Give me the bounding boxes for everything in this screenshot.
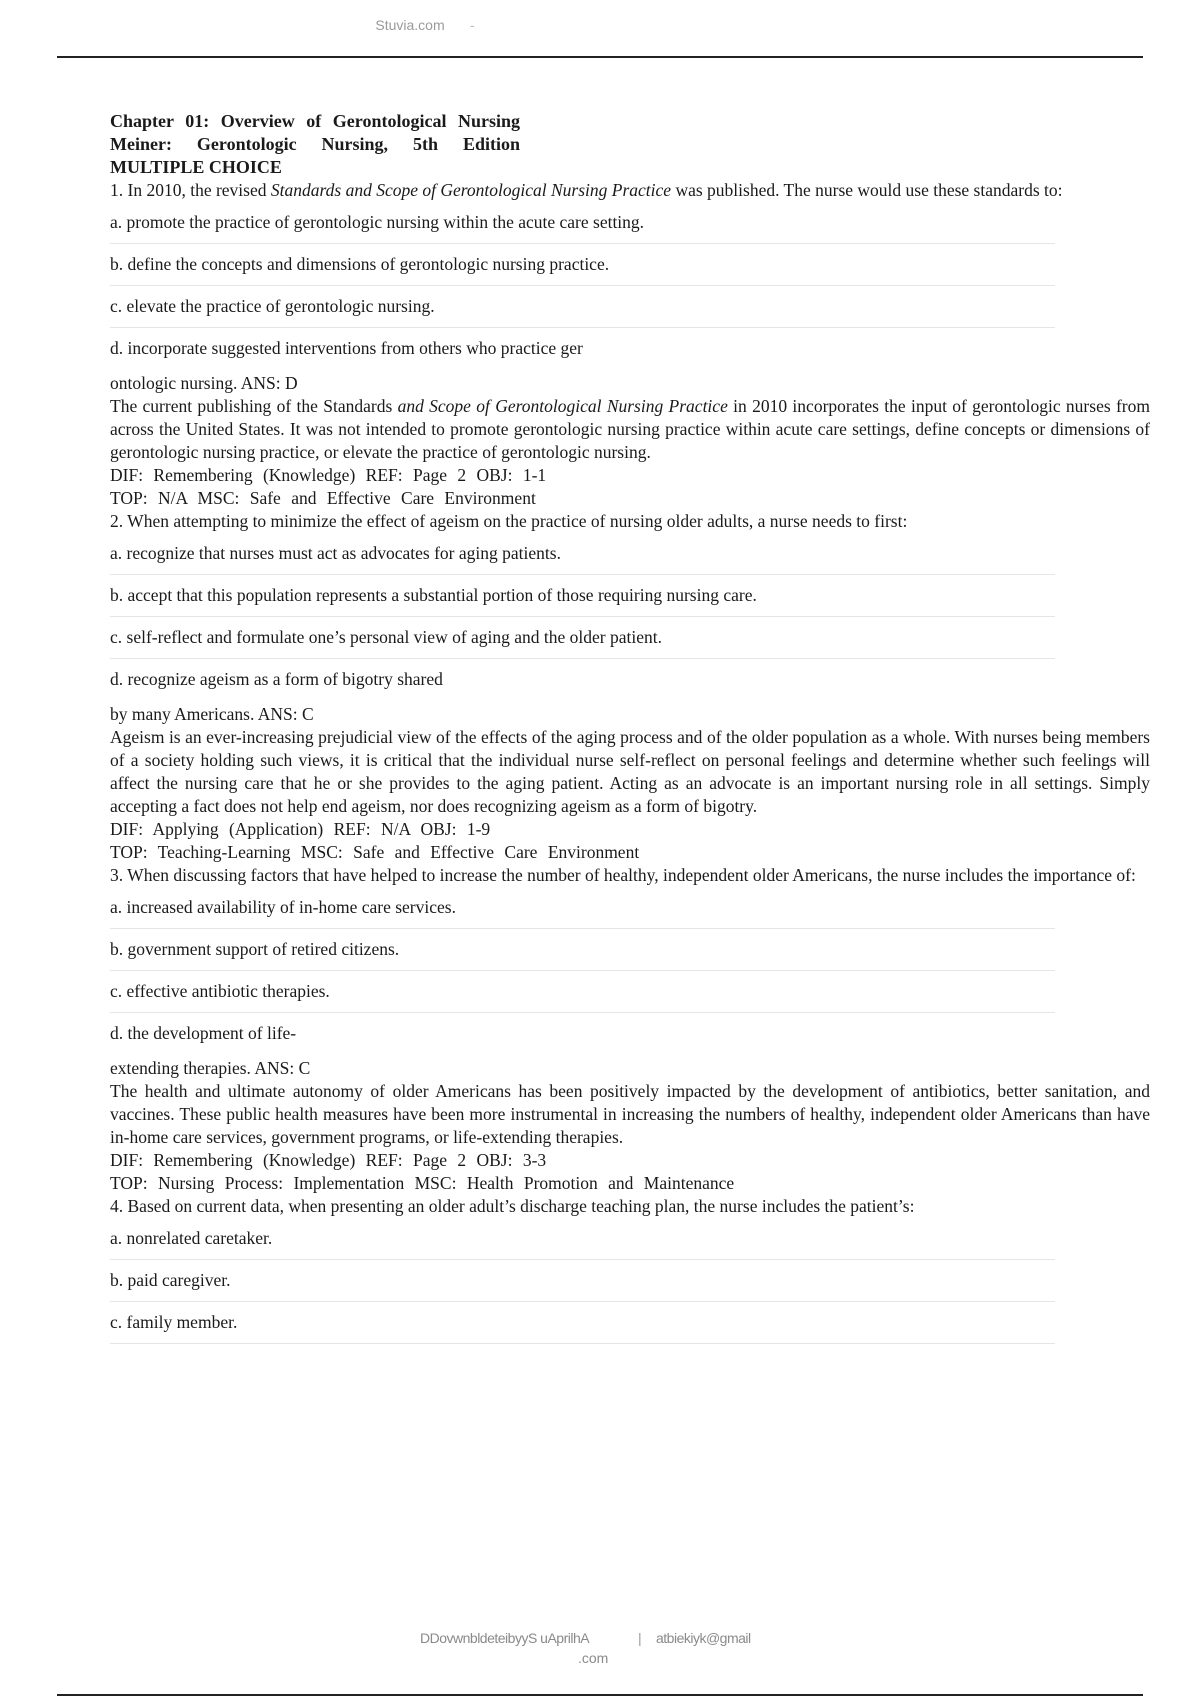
question-2-option-d: d. recognize ageism as a form of bigotry shared	[110, 669, 443, 689]
question-2-option-a: a. recognize that nurses must act as advocates for aging patients.	[110, 533, 1055, 575]
question-1-answer: ontologic nursing. ANS: D	[110, 373, 298, 393]
question-1-option-b: b. define the concepts and dimensions of gerontologic nursing practice.	[110, 244, 1055, 286]
question-1-rationale	[110, 395, 1150, 464]
question-1-stem-italic: Standards and Scope of Gerontological Nursing Practice	[270, 180, 672, 200]
footer-email: atbiekiyk@gmail	[656, 1630, 751, 1646]
question-4-stem: 4. Based on current data, when presenting an older adult’s discharge teaching plan, the nurse includes the patient’s:	[110, 1196, 915, 1216]
question-1-stem	[110, 179, 1150, 202]
question-2-meta-top: TOP: Teaching-Learning MSC: Safe and Effective Care Environment	[110, 842, 640, 862]
question-3-meta-dif: DIF: Remembering (Knowledge) REF: Page 2 OBJ: 3-3	[110, 1150, 547, 1170]
question-1-stem-a: 1. In 2010, the revised	[110, 180, 271, 200]
question-1-meta-top: TOP: N/A MSC: Safe and Effective Care Environment	[110, 488, 536, 508]
question-1-rationale-b: in 2010 incorporates the input of gerontologic nurses from across the United States. It was not intended to promote gerontologic nursing practice within acute care settings, define concepts or dimensions of gerontologic nursing practice, or elevate the practice of gerontologic nursing.	[110, 396, 1150, 462]
question-1-rationale-a: The current publishing of the Standards	[110, 396, 398, 416]
question-2-option-b: b. accept that this population represents a substantial portion of those requiring nursing care.	[110, 575, 1055, 617]
question-1-option-a: a. promote the practice of gerontologic nursing within the acute care setting.	[110, 202, 1055, 244]
question-2-rationale: Ageism is an ever-increasing prejudicial view of the effects of the aging process and of the older population as a whole. With nurses being members of a society holding such views, it is critical that the individual nurse self-reflect on personal feelings and determine whether such feelings will affect the nursing care that he or she provides to the aging patient. Acting as an advocate is an important nursing role in all settings. Simply accepting a fact does not help end ageism, nor does recognizing ageism as a form of bigotry.	[110, 727, 1150, 816]
question-3-option-b: b. government support of retired citizens.	[110, 929, 1055, 971]
question-4-option-a: a. nonrelated caretaker.	[110, 1218, 1055, 1260]
question-3-option-d: d. the development of life-	[110, 1023, 297, 1043]
question-3-answer: extending therapies. ANS: C	[110, 1058, 311, 1078]
footer-download-credit: DDovwnbldeteibyyS uAprilhA	[420, 1630, 590, 1646]
header-site-name: Stuvia.com	[375, 17, 445, 33]
chapter-title: Chapter 01: Overview of Gerontological Nursing Meiner: Gerontologic Nursing, 5th Edition MULTIPLE CHOICE	[110, 111, 520, 177]
footer-rule	[57, 1694, 1143, 1696]
question-3-rationale: The health and ultimate autonomy of older Americans has been positively impacted by the development of antibiotics, better sanitation, and vaccines. These public health measures have been more instrumental in increasing the numbers of healthy, independent older Americans than have in-home care services, government programs, or life-extending therapies.	[110, 1081, 1150, 1147]
question-1-stem-b: was published. The nurse would use these standards to:	[671, 180, 1063, 200]
question-2-stem: 2. When attempting to minimize the effect of ageism on the practice of nursing older adults, a nurse needs to first:	[110, 511, 908, 531]
question-3-option-c: c. effective antibiotic therapies.	[110, 971, 1055, 1013]
document-body	[110, 110, 1150, 1344]
question-1-rationale-italic: and Scope of Gerontological Nursing Practice	[397, 396, 728, 416]
question-4-option-b: b. paid caregiver.	[110, 1260, 1055, 1302]
footer-domain: .com	[578, 1650, 609, 1666]
header-rule	[57, 56, 1143, 58]
question-2-answer: by many Americans. ANS: C	[110, 704, 314, 724]
question-3-stem: 3. When discussing factors that have helped to increase the number of healthy, independent older Americans, the nurse includes the importance of:	[110, 865, 1136, 885]
header-dash: -	[470, 17, 475, 33]
question-1-meta-dif: DIF: Remembering (Knowledge) REF: Page 2 OBJ: 1-1	[110, 465, 547, 485]
question-2-option-c: c. self-reflect and formulate one’s personal view of aging and the older patient.	[110, 617, 1055, 659]
question-3-option-a: a. increased availability of in-home care services.	[110, 887, 1055, 929]
question-4-option-c: c. family member.	[110, 1302, 1055, 1344]
footer-separator: |	[638, 1630, 642, 1646]
question-3-meta-top: TOP: Nursing Process: Implementation MSC: Health Promotion and Maintenance	[110, 1173, 735, 1193]
question-1-option-d: d. incorporate suggested interventions from others who practice ger	[110, 338, 583, 358]
question-2-meta-dif: DIF: Applying (Application) REF: N/A OBJ: 1-9	[110, 819, 491, 839]
question-1-option-c: c. elevate the practice of gerontologic nursing.	[110, 286, 1055, 328]
